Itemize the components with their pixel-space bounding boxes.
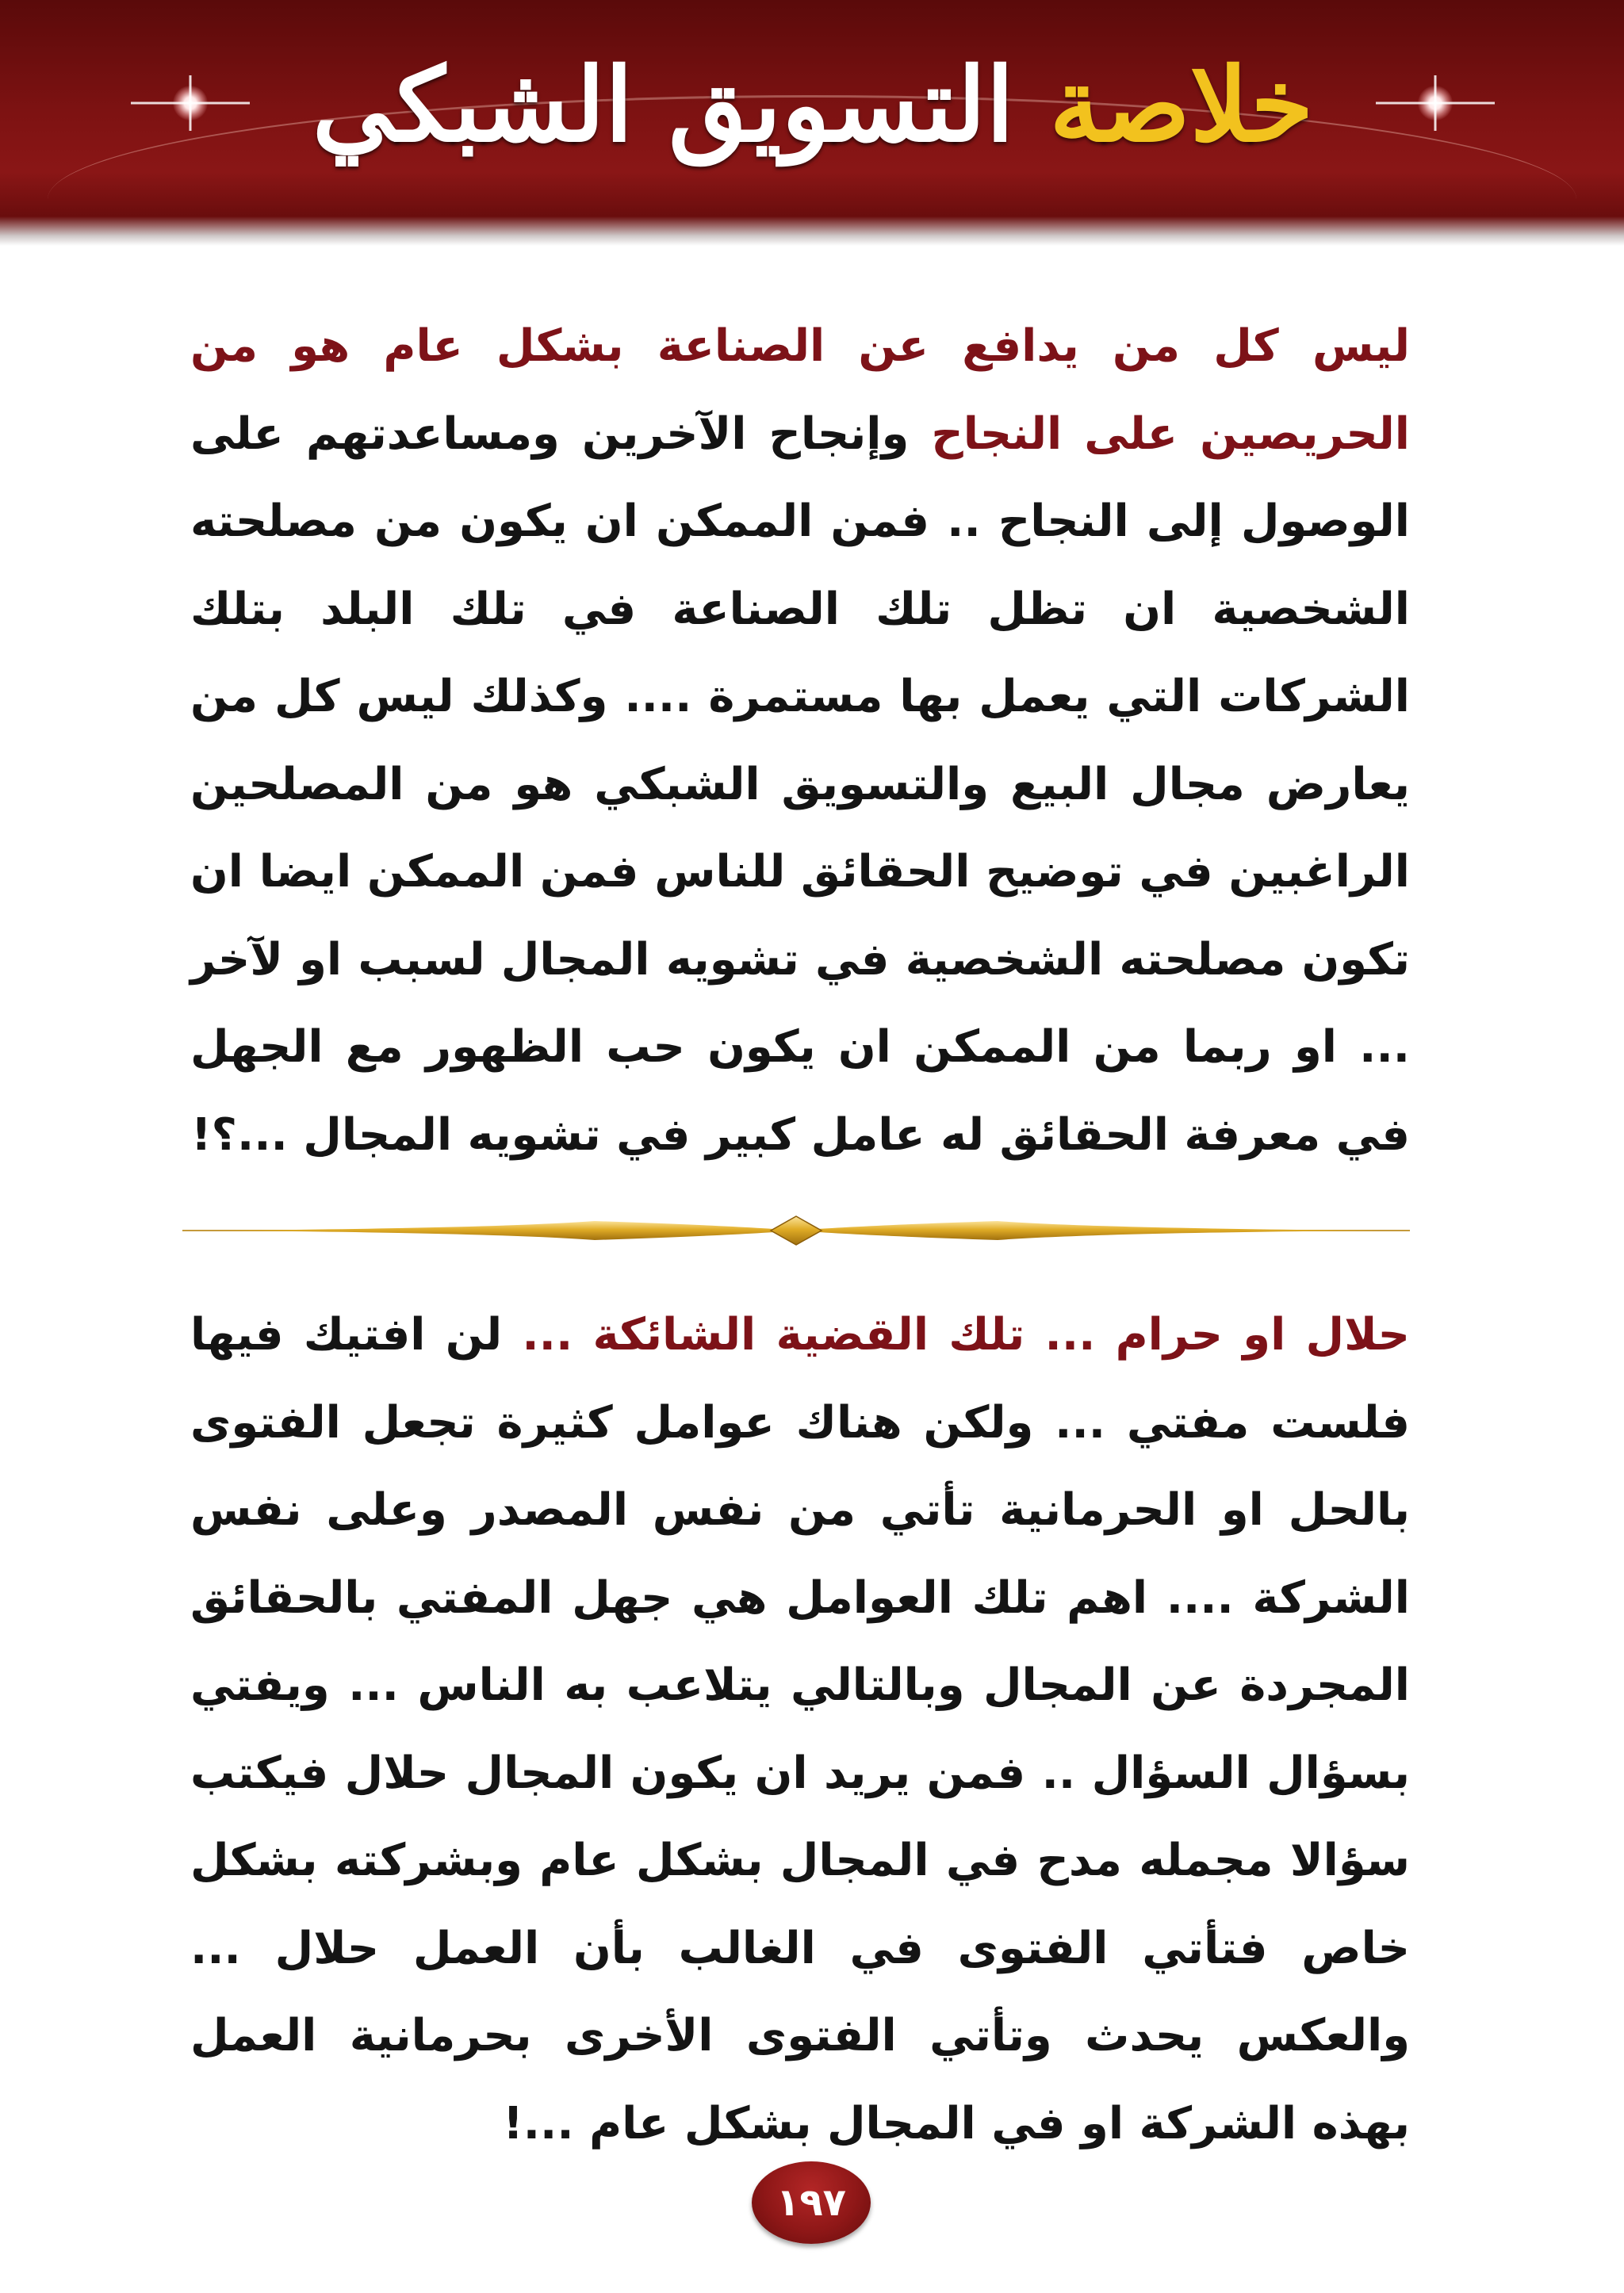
title-main-words: التسويق الشبكي bbox=[312, 46, 1014, 165]
left-light-flare-icon bbox=[173, 86, 208, 121]
right-light-flare-icon bbox=[1418, 86, 1453, 121]
paragraph-2 bbox=[190, 1292, 1410, 2168]
paragraph-2-body: لن افتيك فيها فلست مفتي ... ولكن هناك عوامل كثيرة تجعل الفتوى بالحل او الحرمانية تأتي من نفس المصدر وعلى نفس الشركة .... اهم تلك العوامل هي جهل المفتي بالحقائق المجردة عن المجال وبالتالي يتلاعب به الناس ... ويفتي بسؤال السؤال .. فمن يريد ان يكون المجال حلال فيكتب سؤالا مجمله مدح في المجال بشكل عام وبشركته بشكل خاص فتأتي الفتوى في الغالب بأن العمل حلال ... والعكس يحدث وتأتي الفتوى الأخرى بحرمانية العمل بهذه الشركة او في المجال بشكل عام ...! bbox=[190, 1309, 1410, 2149]
paragraph-1 bbox=[190, 303, 1410, 1179]
paragraph-1-highlight: ليس كل من يدافع عن الصناعة بشكل عام هو من الحريصين على النجاح bbox=[190, 320, 1411, 460]
paragraph-2-highlight: حلال او حرام ... تلك القضية الشائكة ... bbox=[522, 1309, 1410, 1361]
ornamental-divider bbox=[182, 1213, 1410, 1248]
page-header bbox=[0, 0, 1624, 246]
page-title bbox=[285, 38, 1340, 173]
page-number: ١٩٧ bbox=[752, 2161, 871, 2244]
paragraph-1-body: وإنجاح الآخرين ومساعدتهم على الوصول إلى النجاح .. فمن الممكن ان يكون من مصلحته الشخصية ان تظل تلك الصناعة في تلك البلد بتلك الشركات التي يعمل بها مستمرة .... وكذلك ليس كل من يعارض مجال البيع والتسويق الشبكي هو من المصلحين الراغبين في توضيح الحقائق للناس فمن الممكن ايضا ان تكون مصلحته الشخصية في تشويه المجال لسبب او لآخر ... او ربما من الممكن ان يكون حب الظهور مع الجهل في معرفة الحقائق له عامل كبير في تشويه المجال ...؟! bbox=[190, 408, 1410, 1161]
title-highlight-word: خلاصة bbox=[1049, 46, 1314, 165]
